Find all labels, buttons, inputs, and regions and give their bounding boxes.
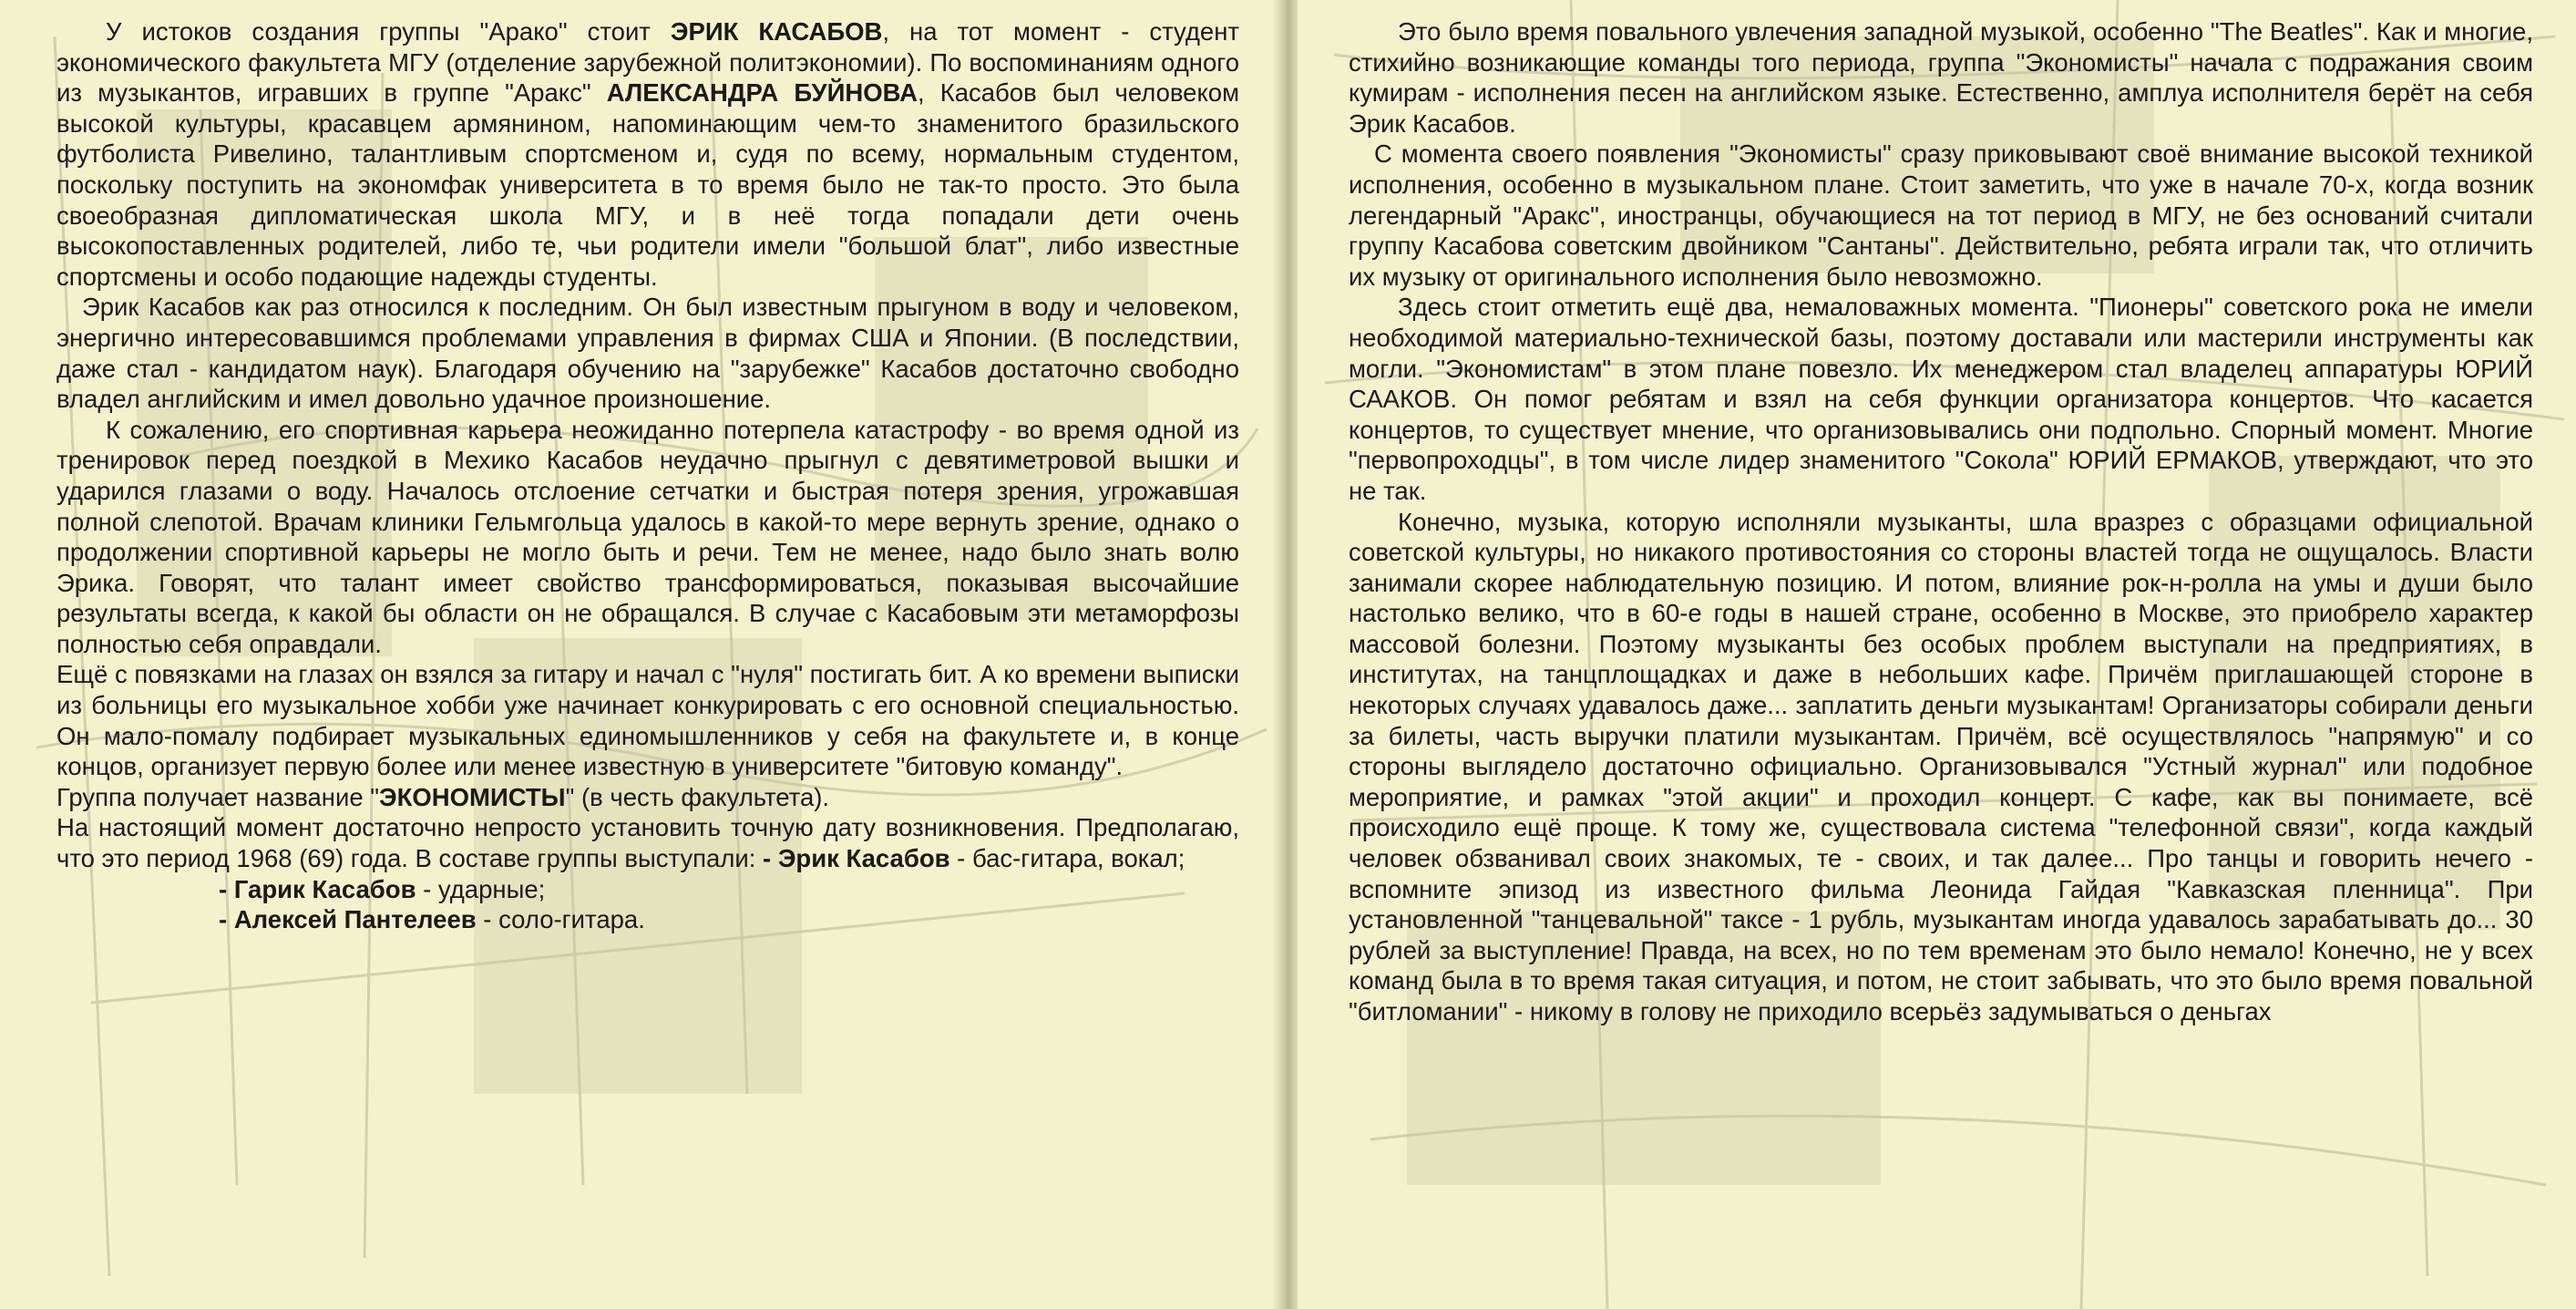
left-page-text-column — [56, 16, 1239, 935]
eric-kasabov-name: ЭРИК КАСАБОВ — [670, 17, 883, 46]
paragraph-guitar: Ещё с повязками на глазах он взялся за гитару и начал с "нуля" постигать бит. А ко времени выписки из больницы его музыкальное хобби уже начинает конкурировать с его основной специальностью. Он мало-помалу подбирает музыкальных единомышленников у себя на факультете и, в конце концов, организует первую более или менее известную в университете "битовую команду". — [56, 660, 1239, 781]
member-name: Алексей Пантелеев — [233, 905, 477, 934]
left-page — [0, 0, 1279, 1309]
member-line-1-dash: - — [763, 844, 778, 873]
member-name: Гарик Касабов — [233, 874, 416, 903]
paragraph-accident: К сожалению, его спортивная карьера неожиданно потерпела катастрофу - во время одной из тренировок перед поездкой в Мехико Касабов неудачно прыгнул с девятиметровой вышки и ударился глазами о воду. Началось отслоение сетчатки и быстрая потеря зрения, угрожавшая полной слепотой. Врачам клиники Гельмгольца удалось в какой-то мере вернуть зрение, однако о продолжении спортивной карьеры не могло быть и речи. Тем не менее, надо было знать волю Эрика. Говорят, что талант имеет свойство трансформироваться, показывая высочайшие результаты всегда, к какой бы области он не обращался. В случае с Касабовым эти метаморфозы полностью себя оправдали. — [56, 415, 1239, 658]
band-members-list — [56, 874, 1239, 935]
member-role: - ударные; — [416, 874, 546, 903]
alexander-buynov-name: АЛЕКСАНДРА БУЙНОВА — [606, 78, 918, 108]
member-name: Эрик Касабов — [777, 844, 950, 873]
right-page — [1298, 0, 2576, 1309]
paragraph-management: Здесь стоит отметить ещё два, немаловажных момента. "Пионеры" советского рока не имели необходимой материально-технической базы, поэтому доставали или мастерили инструменты как могли. "Экономистам" в этом плане повезло. Их менеджером стал владелец аппаратуры ЮРИЙ СААКОВ. Он помог ребятам и взял на себя функции организатора концертов. Что касается концертов, то существует мнение, что организовывались они подпольно. Спорный момент. Многие "первопроходцы", в том числе лидер знаменитого "Сокола" ЮРИЙ ЕРМАКОВ, утверждают, что это не так. — [1349, 293, 2533, 505]
paragraph-origins: У истоков создания группы "Арако" стоит ЭРИК КАСАБОВ, на тот момент - студент экономического факультета МГУ (отделение зарубежной политэкономии). По воспоминаниям одного из музыкантов, игравших в группе "Аракс" АЛЕКСАНДРА БУЙНОВА, Касабов был человеком высокой культуры, красавцем армянином, напоминающим чем-то знаменитого бразильского футболиста Ривелино, талантливым спортсменом и, судя по всему, нормальным студентом, поскольку поступить на экономфак университета в то время было не так-то просто. Это была своеобразная дипломатическая школа МГУ, и в неё тогда попадали дети очень высокопоставленных родителей, либо те, чьи родители имели "большой блат", либо известные спортсмены и особо подающие надежды студенты. — [56, 17, 1240, 291]
member-role: - бас-гитара, вокал; — [949, 844, 1185, 873]
paragraph-founding-date: На настоящий момент достаточно непросто установить точную дату возникновения. Предполагаю, что это период 1968 (69) года. В составе группы выступали: - Эрик Касабов - бас-гитара, вокал; — [56, 813, 1239, 873]
member-role: - соло-гитара. — [476, 905, 645, 934]
paragraph-band-name: Группа получает название "ЭКОНОМИСТЫ" (в честь факультета). — [56, 782, 830, 811]
paragraph-santana: С момента своего появления "Экономисты" сразу приковывают своё внимание высокой техникой исполнения, особенно в музыкальном плане. Стоит заметить, что уже в начале 70-х, когда возник легендарный "Аракс", иностранцы, обучающиеся на тот период в МГУ, не без оснований считали группу Касабова советским двойником "Сантаны". Действительно, ребята играли так, что отличить их музыку от оригинального исполнения было невозможно. — [1349, 139, 2533, 291]
paragraph-beatles: Это было время повального увлечения западной музыкой, особенно "The Beatles". Как и многие, стихийно возникающие команды того периода, группа "Экономисты" начала с подражания своим кумирам - исполнения песен на английском языке. Естественно, амплуа исполнителя берёт на себя Эрик Касабов. — [1349, 17, 2533, 138]
right-page-text-column — [1349, 16, 2533, 1027]
member-item: - Гарик Касабов - ударные; — [219, 874, 546, 903]
member-item: - Алексей Пантелеев - соло-гитара. — [219, 905, 645, 934]
paragraph-concerts: Конечно, музыка, которую исполняли музыканты, шла вразрез с образцами официальной советской культуры, но никакого противостояния со стороны властей тогда не ощущалось. Власти занимали скорее наблюдательную позицию. И потом, влияние рок-н-ролла на умы и души было настолько велико, что в 60-е годы в нашей стране, особенно в Москве, это приобрело характер массовой болезни. Поэтому музыканты без особых проблем выступали на предприятиях, в институтах, на танцплощадках и даже в небольших кафе. Причём приглашающей стороне в некоторых случаях удавалось даже... заплатить деньги музыкантам! Организаторы собирали деньги за билеты, часть выручки платили музыкантам. Причём, всё осуществлялось "напрямую" и со стороны выглядело достаточно официально. Организовывался "Устный журнал" или подобное мероприятие, и рамках "этой акции" и проходил концерт. С кафе, как вы понимаете, всё происходило ещё проще. К тому же, существовала система "телефонной связи", когда каждый человек обзванивал своих знакомых, те - своих, и так далее... Про танцы и говорить нечего - вспомните эпизод из известного фильма Леонида Гайдая "Кавказская пленница". При установленной "танцевальной" таксе - 1 рубль, музыкантам иногда удавалось зарабатывать до... 30 рублей за выступление! Правда, на всех, но по тем временам это было немало! Конечно, не у всех команд была в то время такая ситуация, и потом, не стоит забывать, что это было время повальной "битломании" - никому в голову не приходило всерьёз задумываться о деньгах — [1349, 507, 2533, 1026]
band-name-ekonomisty: ЭКОНОМИСТЫ — [379, 782, 566, 811]
paragraph-diver: Эрик Касабов как раз относился к последним. Он был известным прыгуном в воду и человеком, энергично интересовавшимся проблемами управления в фирмах США и Японии. (В последствии, даже стал - кандидатом наук). Благодаря обучению на "зарубежке" Касабов достаточно свободно владел английским и имел довольно удачное произношение. — [56, 293, 1239, 414]
